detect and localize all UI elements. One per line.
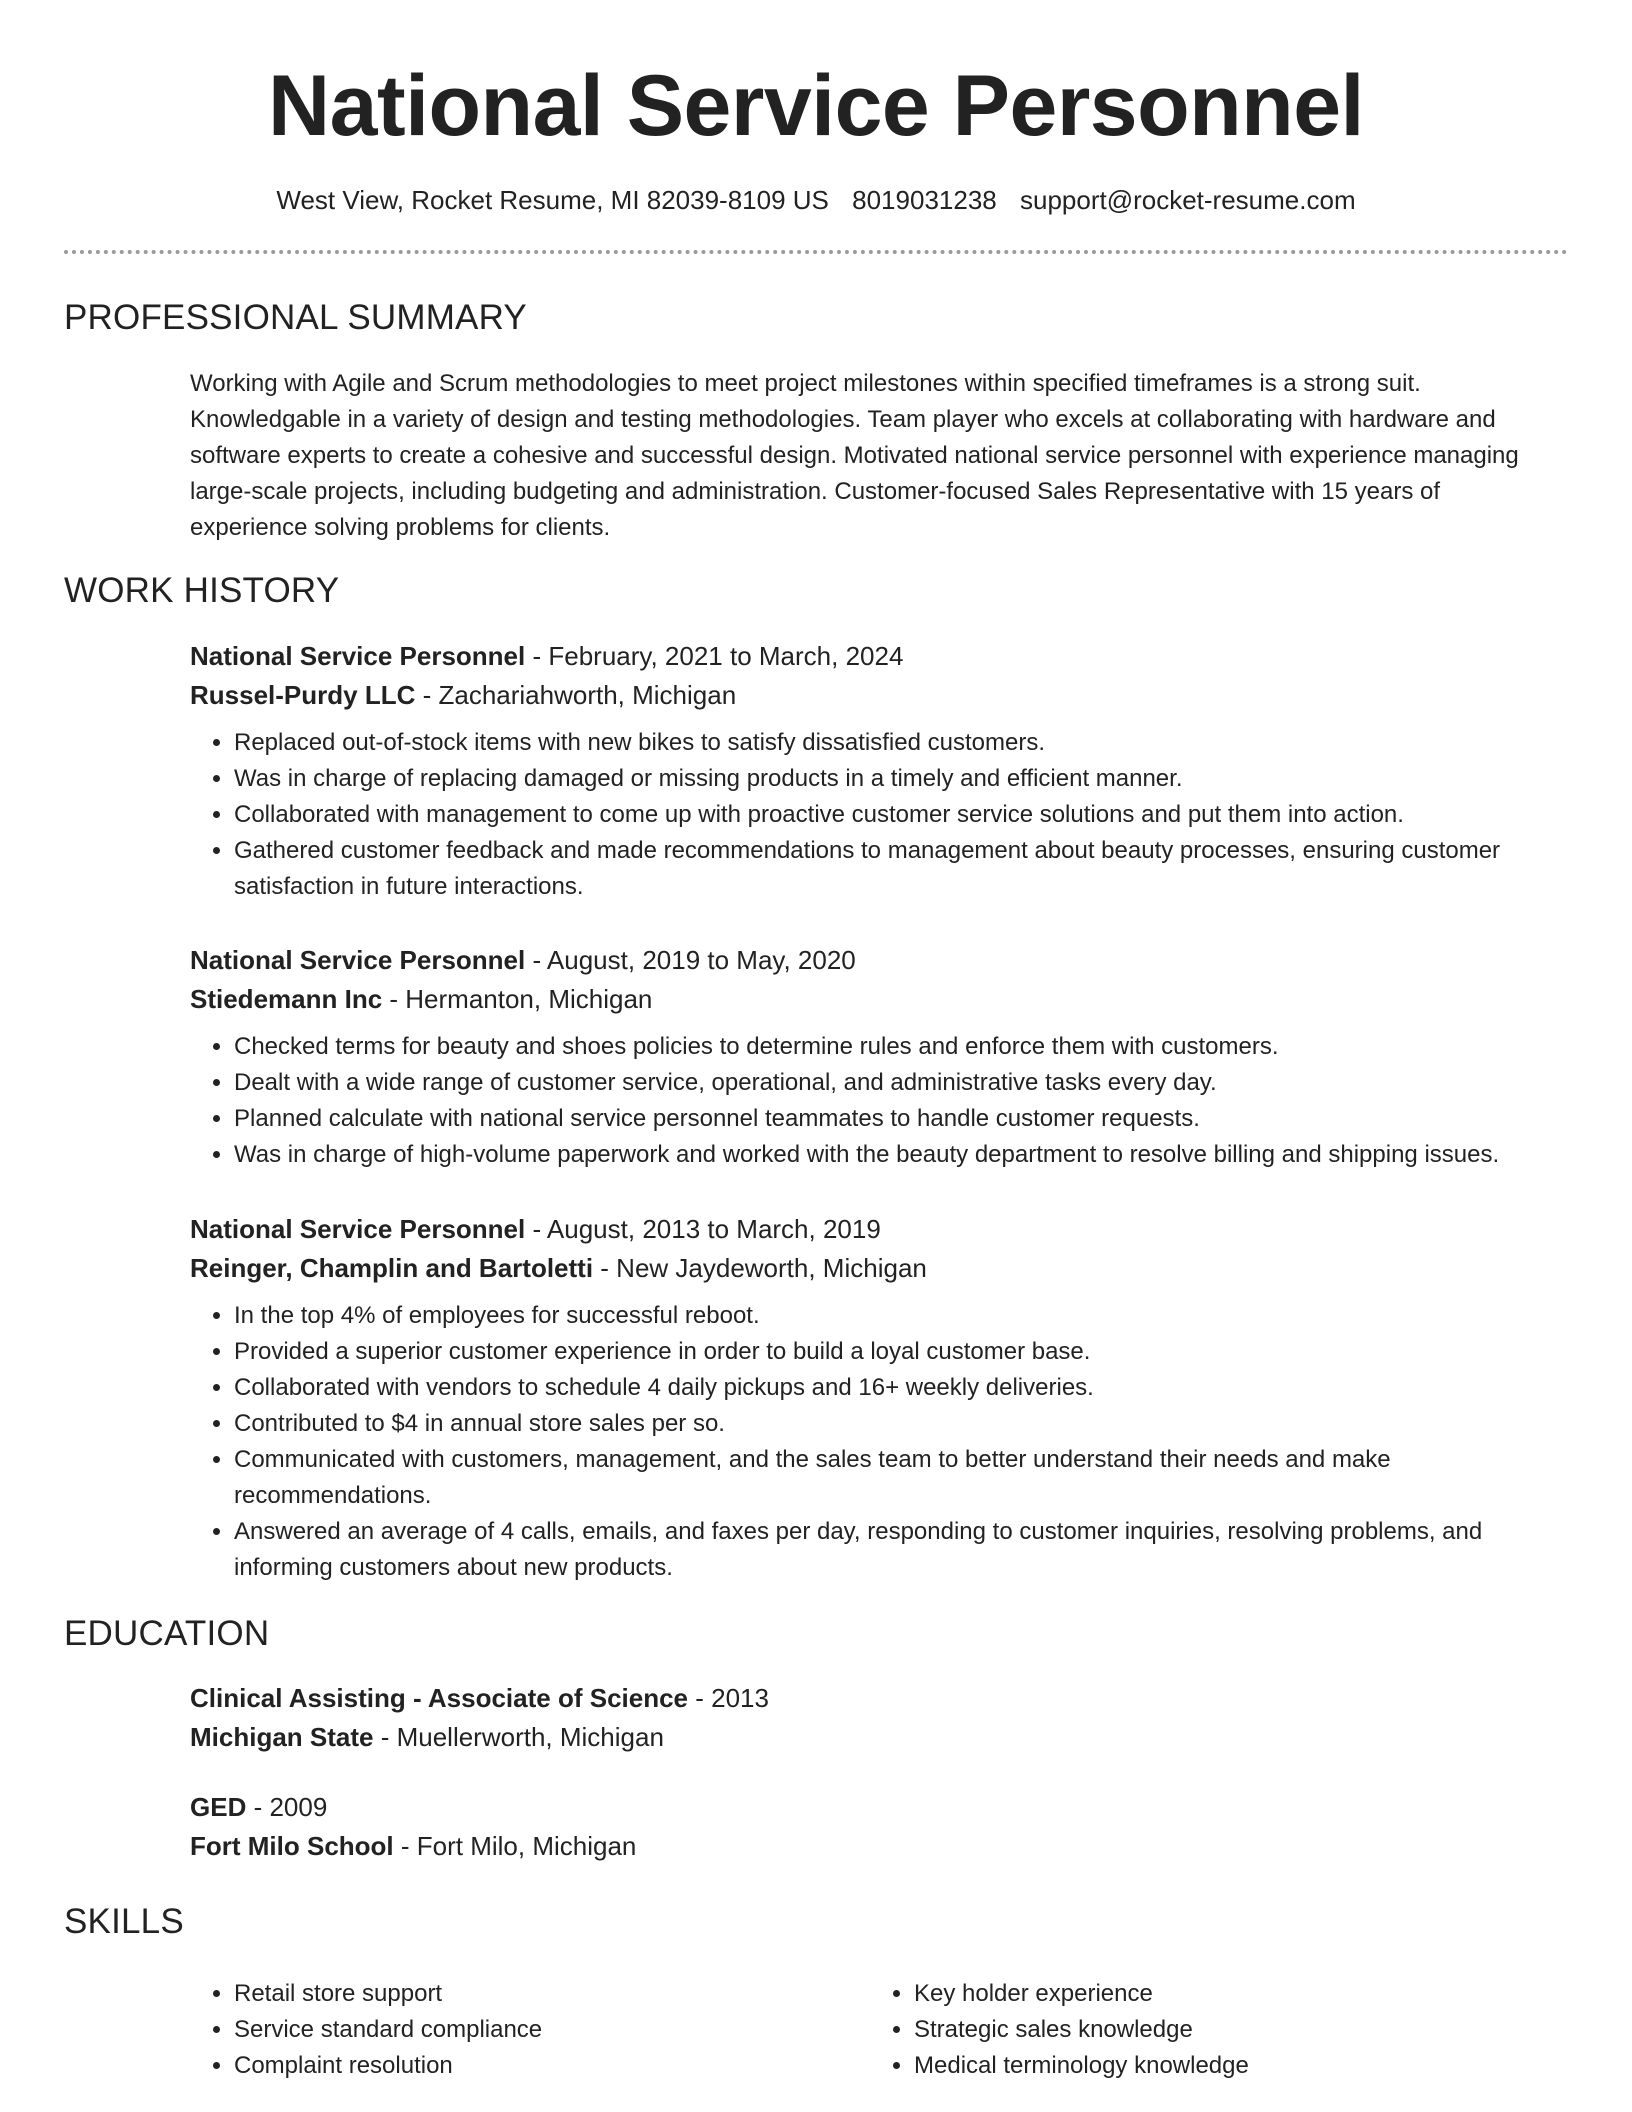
job-dates: - August, 2019 to May, 2020 — [525, 945, 856, 975]
skill-item: • Key holder experience — [914, 1976, 1550, 2012]
job-bullet: • Collaborated with management to come up with proactive customer service solutions and put them into action. — [234, 797, 1570, 833]
education-entry — [190, 1788, 1570, 1866]
contact-address: West View, Rocket Resume, MI 82039-8109 US — [276, 185, 829, 215]
job-dates: - February, 2021 to March, 2024 — [525, 641, 904, 671]
education-school: Michigan State — [190, 1722, 374, 1752]
skill-item: • Retail store support — [234, 1976, 870, 2012]
education-school: Fort Milo School — [190, 1831, 394, 1861]
job-bullets — [190, 1298, 1570, 1586]
job-entry — [190, 637, 1570, 905]
education-year: - 2013 — [688, 1683, 769, 1713]
section-title-skills: SKILLS — [64, 1902, 184, 1941]
section-title-work: WORK HISTORY — [64, 571, 340, 610]
job-company-line — [190, 676, 1570, 715]
skill-item: • Strategic sales knowledge — [914, 2012, 1550, 2048]
education-location: - Fort Milo, Michigan — [393, 1831, 637, 1861]
job-bullet: • Contributed to $4 in annual store sales per so. — [234, 1406, 1570, 1442]
skill-item: • Service standard compliance — [234, 2012, 870, 2048]
job-bullet: • Gathered customer feedback and made recommendations to management about beauty processes, ensuring customer satisfaction in future interactions. — [234, 833, 1570, 905]
summary-text: Working with Agile and Scrum methodologies to meet project milestones within specified timeframes is a strong suit. Knowledgable in a variety of design and testing methodologies. Team player who excels at collaborating with hardware and software experts to create a cohesive and successful design. Motivated national service personnel with experience managing large-scale projects, including budgeting and administration. Customer-focused Sales Representative with 15 years of experience solving problems for clients. — [190, 370, 1519, 541]
job-location: - Zachariahworth, Michigan — [415, 680, 737, 710]
contact-phone: 8019031238 — [852, 185, 997, 215]
contact-email: support@rocket-resume.com — [1019, 185, 1356, 215]
skills-column-left — [190, 1976, 870, 2084]
job-bullet: • Checked terms for beauty and shoes policies to determine rules and enforce them with customers. — [234, 1029, 1570, 1065]
job-entry — [190, 1210, 1570, 1586]
job-title-line — [190, 941, 1570, 980]
education-location: - Muellerworth, Michigan — [373, 1722, 664, 1752]
job-bullet: • Was in charge of high-volume paperwork and worked with the beauty department to resolve billing and shipping issues. — [234, 1137, 1570, 1173]
job-bullet: • Dealt with a wide range of customer service, operational, and administrative tasks every day. — [234, 1065, 1570, 1101]
skill-item: • Medical terminology knowledge — [914, 2048, 1550, 2084]
job-title-line — [190, 1210, 1570, 1249]
job-title-line — [190, 637, 1570, 676]
job-bullets — [190, 1029, 1570, 1173]
education-year: - 2009 — [246, 1792, 328, 1822]
job-title: National Service Personnel — [190, 945, 526, 975]
section-title-education: EDUCATION — [64, 1614, 270, 1653]
skills-column-right — [870, 1976, 1550, 2084]
job-bullet: • Collaborated with vendors to schedule 4 daily pickups and 16+ weekly deliveries. — [234, 1370, 1570, 1406]
job-company: Reinger, Champlin and Bartoletti — [190, 1253, 594, 1283]
job-title: National Service Personnel — [190, 641, 526, 671]
job-entry — [190, 941, 1570, 1173]
contact-line — [0, 182, 1632, 218]
job-bullet: • Provided a superior customer experience in order to build a loyal customer base. — [234, 1334, 1570, 1370]
job-bullet: • Communicated with customers, management, and the sales team to better understand their needs and make recommendations. — [234, 1442, 1570, 1514]
skills-list — [190, 1976, 1570, 2084]
job-company-line — [190, 1249, 1570, 1288]
education-degree-line — [190, 1788, 1570, 1827]
header-divider — [64, 250, 1568, 254]
job-bullets — [190, 725, 1570, 905]
education-entry — [190, 1679, 1570, 1757]
section-title-summary: PROFESSIONAL SUMMARY — [64, 298, 527, 337]
job-title: National Service Personnel — [190, 1214, 526, 1244]
job-bullet: • Was in charge of replacing damaged or missing products in a timely and efficient manner. — [234, 761, 1570, 797]
job-company-line — [190, 980, 1570, 1019]
job-bullet: • Replaced out-of-stock items with new bikes to satisfy dissatisfied customers. — [234, 725, 1570, 761]
skill-item: • Complaint resolution — [234, 2048, 870, 2084]
education-degree-line — [190, 1679, 1570, 1718]
job-bullet: • In the top 4% of employees for successful reboot. — [234, 1298, 1570, 1334]
job-company: Stiedemann Inc — [190, 984, 383, 1014]
job-bullet: • Answered an average of 4 calls, emails, and faxes per day, responding to customer inquiries, resolving problems, and informing customers about new products. — [234, 1514, 1570, 1586]
job-location: - New Jaydeworth, Michigan — [593, 1253, 927, 1283]
education-degree: Clinical Assisting - Associate of Science — [190, 1683, 689, 1713]
job-bullet: • Planned calculate with national service personnel teammates to handle customer requests. — [234, 1101, 1570, 1137]
education-school-line — [190, 1827, 1570, 1866]
candidate-name: National Service Personnel — [268, 58, 1364, 154]
job-dates: - August, 2013 to March, 2019 — [525, 1214, 881, 1244]
job-company: Russel-Purdy LLC — [190, 680, 416, 710]
education-school-line — [190, 1718, 1570, 1757]
education-degree: GED — [190, 1792, 247, 1822]
job-location: - Hermanton, Michigan — [382, 984, 653, 1014]
